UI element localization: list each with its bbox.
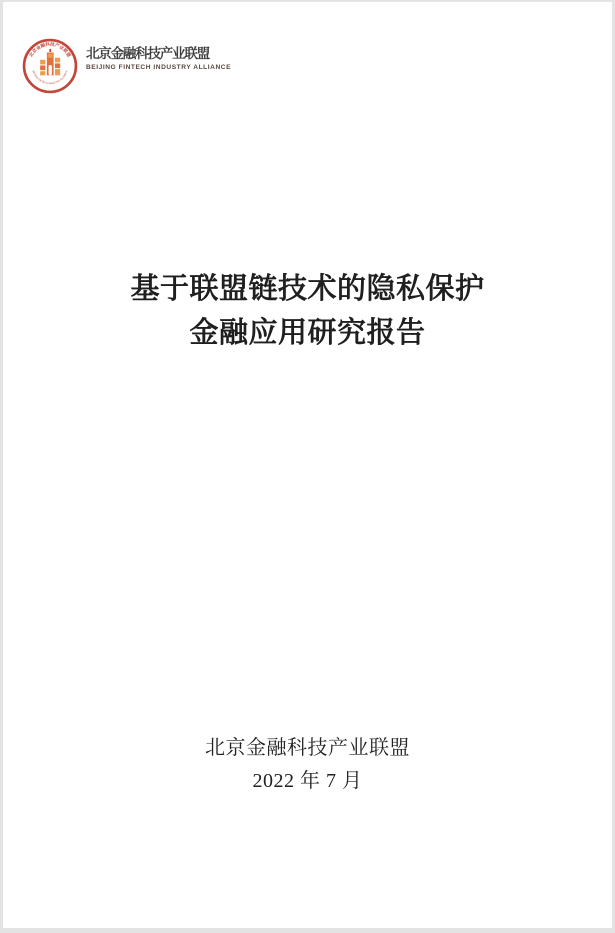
report-title	[3, 267, 612, 355]
alliance-seal-icon	[22, 38, 78, 94]
publisher-name: 北京金融科技产业联盟	[205, 737, 410, 759]
report-title-line2: 金融应用研究报告	[189, 317, 426, 349]
svg-text:BEIJING FINTECH INDUSTRY ALLIA: BEIJING FINTECH INDUSTRY ALLIANCE	[31, 70, 69, 86]
report-title-line1: 基于联盟链技术的隐私保护	[130, 273, 485, 305]
publish-date: 2022 年 7 月	[252, 770, 363, 792]
alliance-logo-text	[86, 38, 231, 71]
alliance-name-en: BEIJING FINTECH INDUSTRY ALLIANCE	[86, 63, 232, 71]
cover-footer	[3, 732, 612, 798]
alliance-logo	[22, 38, 231, 94]
alliance-name-zh: 北京金融科技产业联盟	[86, 46, 209, 61]
report-cover-page	[3, 2, 612, 928]
svg-text:北京金融科技产业联盟: 北京金融科技产业联盟	[28, 41, 72, 58]
